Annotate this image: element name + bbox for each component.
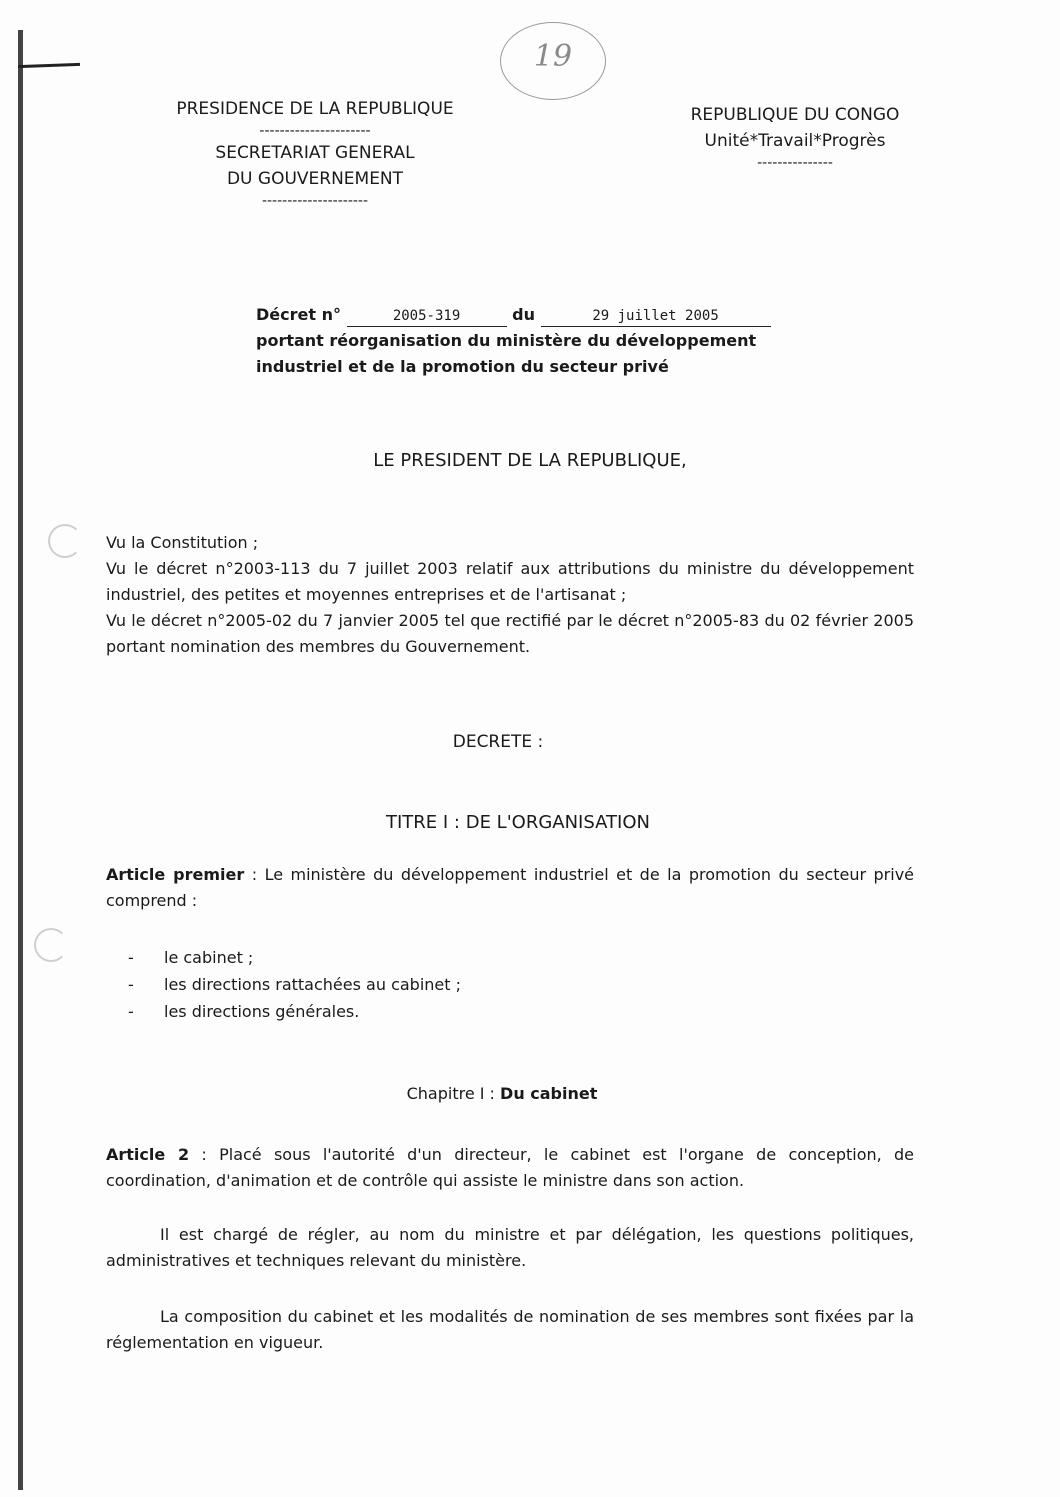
article-2-paragraph: La composition du cabinet et les modalités de nomination de ses membres sont fixées par la réglementation en vigueur. — [106, 1307, 914, 1352]
chapitre-label: Chapitre I : — [406, 1084, 495, 1103]
article-1 — [106, 862, 914, 914]
visas — [106, 530, 914, 660]
list-item: - le cabinet ; — [128, 948, 254, 967]
separator: ---------------------- — [259, 123, 371, 139]
decree-number-line — [256, 302, 796, 328]
decrete-heading: DECRETE : — [452, 732, 544, 752]
header-left — [130, 96, 500, 210]
decree-date: 29 juillet 2005 — [541, 306, 771, 327]
decree-subject-line: portant réorganisation du ministère du développement — [256, 331, 757, 350]
titre-heading: TITRE I : DE L'ORGANISATION — [386, 812, 650, 833]
decree-subject-line: industriel et de la promotion du secteur privé — [256, 357, 669, 376]
chapitre-title: Du cabinet — [500, 1084, 598, 1103]
scan-edge — [18, 30, 23, 1490]
article-text: : Le ministère du développement industriel et de la promotion du secteur privé comprend : — [106, 865, 915, 910]
stamp-number: 19 — [533, 39, 573, 74]
gouvernement-line: DU GOUVERNEMENT — [226, 169, 404, 189]
decree-number: 2005-319 — [347, 306, 507, 327]
punch-hole-top — [48, 524, 82, 558]
visa-item: Vu la Constitution ; — [106, 533, 259, 552]
visa-item: Vu le décret n°2003-113 du 7 juillet 2003 relatif aux attributions du ministre du développement industriel, des petites et moyennes entreprises et de l'artisanat ; — [106, 559, 914, 604]
president-heading: LE PRESIDENT DE LA REPUBLIQUE, — [373, 450, 687, 471]
article-2-paragraph: Il est chargé de régler, au nom du ministre et par délégation, les questions politiques, administratives et techniques relevant du ministère. — [106, 1225, 914, 1270]
article-label: Article 2 — [106, 1145, 190, 1164]
article-2 — [106, 1142, 914, 1194]
separator: --------------- — [757, 155, 833, 171]
republique-line: REPUBLIQUE DU CONGO — [690, 105, 900, 125]
list-item: - les directions générales. — [128, 1002, 360, 1021]
visa-item: Vu le décret n°2005-02 du 7 janvier 2005 tel que rectifié par le décret n°2005-83 du 02 février 2005 portant nomination des membres du Gouvernement. — [106, 611, 914, 656]
page-stamp — [500, 22, 606, 100]
secretariat-line: SECRETARIAT GENERAL — [215, 143, 415, 163]
article-label: Article premier — [106, 865, 245, 884]
chapitre-heading — [0, 1084, 1032, 1103]
presidence-line: PRESIDENCE DE LA REPUBLIQUE — [176, 99, 454, 119]
motto: Unité*Travail*Progrès — [704, 131, 886, 151]
decree-title-block — [256, 302, 796, 380]
punch-hole-bottom — [34, 928, 68, 962]
decree-date-label: du — [512, 305, 535, 324]
article-text: : Placé sous l'autorité d'un directeur, le cabinet est l'organe de conception, de coordination, d'animation et de contrôle qui assiste le ministre dans son action. — [106, 1145, 914, 1190]
separator: --------------------- — [261, 193, 369, 209]
header-right — [660, 102, 930, 172]
article-1-list — [128, 944, 461, 1025]
scan-mark — [18, 63, 80, 68]
decree-number-label: Décret n° — [256, 305, 341, 324]
list-item: - les directions rattachées au cabinet ; — [128, 975, 461, 994]
